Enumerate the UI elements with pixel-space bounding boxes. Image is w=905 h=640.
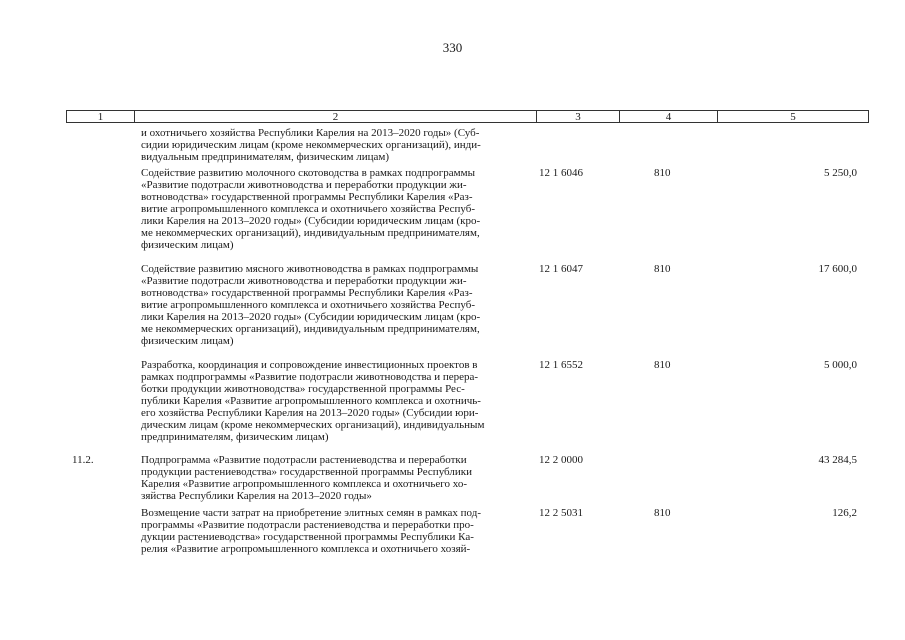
row-line: рамках подпрограммы «Развитие подотрасли животноводства и перера- — [141, 371, 479, 383]
row-line: «Развитие подотрасли животноводства и переработки продукции жи- — [141, 179, 467, 191]
row-line: видуальным предпринимателям, физическим лицам) — [141, 151, 389, 163]
row-line: вотноводства» государственной программы Республики Карелия «Раз- — [141, 287, 473, 299]
row-line: Разработка, координация и сопровождение инвестиционных проектов в — [141, 359, 478, 371]
row-type: 810 — [654, 507, 671, 519]
row-amount: 126,2 — [832, 507, 857, 519]
row-description — [141, 454, 516, 502]
row-code: 12 1 6552 — [539, 359, 583, 371]
header-col-4: 4 — [620, 111, 718, 122]
row-line: вотноводства» государственной программы Республики Карелия «Раз- — [141, 191, 473, 203]
row-line: его хозяйства Республики Карелия на 2013–2020 годы» (Субсидии юри- — [141, 407, 479, 419]
row-line: лики Карелия на 2013–2020 годы» (Субсидии юридическим лицам (кро- — [141, 311, 481, 323]
row-code: 12 2 5031 — [539, 507, 583, 519]
row-line: программы «Развитие подотрасли растениеводства и переработки про- — [141, 519, 474, 531]
header-col-2: 2 — [135, 111, 537, 122]
row-code: 12 2 0000 — [539, 454, 583, 466]
row-line: физическим лицам) — [141, 335, 234, 347]
row-amount: 5 000,0 — [824, 359, 857, 371]
row-line: релия «Развитие агропромышленного комплекса и охотничьего хозяй- — [141, 543, 471, 555]
header-col-1: 1 — [67, 111, 135, 122]
row-code: 12 1 6046 — [539, 167, 583, 179]
row-line: публики Карелия «Развитие агропромышленного комплекса и охотничь- — [141, 395, 481, 407]
row-line: ботки продукции животноводства» государственной программы Рес- — [141, 383, 465, 395]
row-line: предпринимателям, физическим лицам) — [141, 431, 329, 443]
row-line: лики Карелия на 2013–2020 годы» (Субсидии юридическим лицам (кро- — [141, 215, 481, 227]
row-line: сидии юридическим лицам (кроме некоммерческих организаций), инди- — [141, 139, 481, 151]
row-description — [141, 263, 516, 347]
row-line: дическим лицам (кроме некоммерческих организаций), индивидуальным — [141, 419, 485, 431]
header-col-5: 5 — [790, 111, 796, 123]
row-amount: 17 600,0 — [818, 263, 857, 275]
row-line: физическим лицам) — [141, 239, 234, 251]
row-description — [141, 507, 516, 555]
row-code: 12 1 6047 — [539, 263, 583, 275]
row-type: 810 — [654, 359, 671, 371]
row-description — [141, 127, 516, 163]
row-line: ме некоммерческих организаций), индивидуальным предпринимателям, — [141, 227, 480, 239]
row-line: продукции растениеводства» государственной программы Республики — [141, 466, 472, 478]
row-line: Возмещение части затрат на приобретение элитных семян в рамках под- — [141, 507, 481, 519]
row-line: Карелия «Развитие агропромышленного комплекса и охотничьего хо- — [141, 478, 467, 490]
row-line: витие агропромышленного комплекса и охотничьего хозяйства Респуб- — [141, 299, 476, 311]
row-line: «Развитие подотрасли животноводства и переработки продукции жи- — [141, 275, 467, 287]
row-line: ме некоммерческих организаций), индивидуальным предпринимателям, — [141, 323, 480, 335]
row-line: Подпрограмма «Развитие подотрасли растениеводства и переработки — [141, 454, 467, 466]
row-line: витие агропромышленного комплекса и охотничьего хозяйства Респуб- — [141, 203, 476, 215]
header-col-3: 3 — [537, 111, 620, 122]
row-type: 810 — [654, 263, 671, 275]
row-line: Содействие развитию мясного животноводства в рамках подпрограммы — [141, 263, 479, 275]
row-line: и охотничьего хозяйства Республики Карелия на 2013–2020 годы» (Суб- — [141, 127, 480, 139]
page-number: 330 — [442, 40, 463, 55]
row-line: Содействие развитию молочного скотоводства в рамках подпрограммы — [141, 167, 475, 179]
row-number: 11.2. — [72, 454, 94, 466]
row-type: 810 — [654, 167, 671, 179]
row-description — [141, 167, 516, 251]
row-amount: 43 284,5 — [818, 454, 857, 466]
row-description — [141, 359, 516, 443]
row-line: зяйства Республики Карелия на 2013–2020 годы» — [141, 490, 372, 502]
row-amount: 5 250,0 — [824, 167, 857, 179]
table-header — [66, 110, 869, 123]
row-line: дукции растениеводства» государственной программы Республики Ка- — [141, 531, 474, 543]
